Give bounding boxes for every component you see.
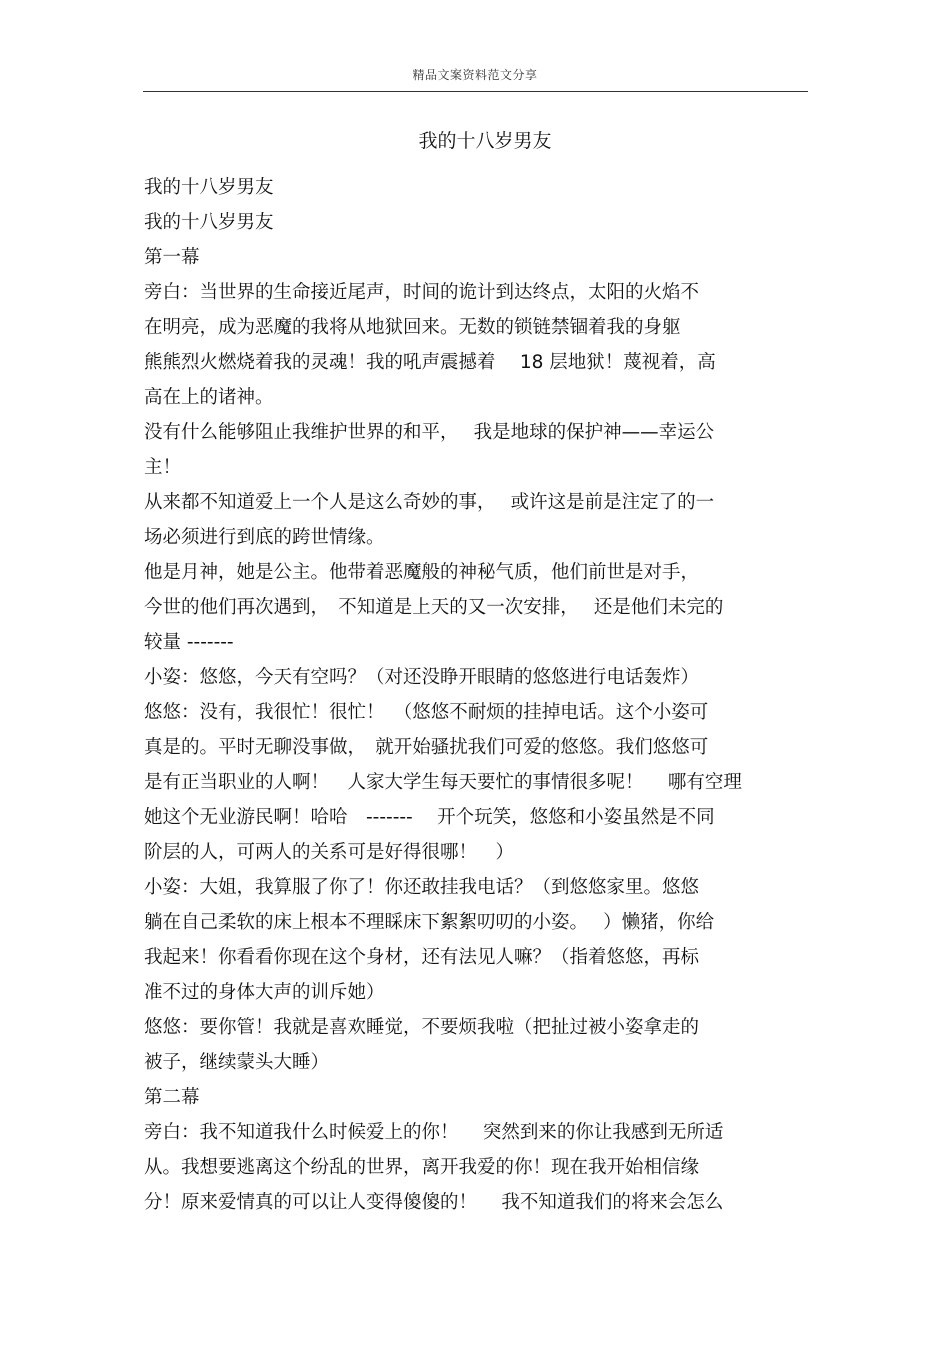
text-line: 我的十八岁男友	[144, 177, 274, 198]
text-line: 没有什么能够阻止我维护世界的和平， 我是地球的保护神——幸运公	[144, 422, 715, 443]
text-line: 旁白：当世界的生命接近尾声，时间的诡计到达终点，太阳的火焰不	[144, 282, 700, 303]
text-line: 悠悠：要你管！我就是喜欢睡觉，不要烦我啦（把扯过被小姿拿走的	[144, 1017, 700, 1038]
text-line: 悠悠：没有，我很忙！很忙！ （悠悠不耐烦的挂掉电话。这个小姿可	[144, 702, 709, 723]
text-line: 小姿：大姐，我算服了你了！你还敢挂我电话？（到悠悠家里。悠悠	[144, 877, 700, 898]
text-line: 我的十八岁男友	[144, 212, 274, 233]
text-line: 较量 -------	[144, 632, 234, 653]
text-line: 是有正当职业的人啊！ 人家大学生每天要忙的事情很多呢！ 哪有空理	[144, 772, 742, 793]
document-body	[144, 170, 814, 1220]
header-divider	[143, 91, 808, 92]
text-line: 他是月神，她是公主。他带着恶魔般的神秘气质，他们前世是对手，	[144, 562, 700, 583]
document-title: 我的十八岁男友	[418, 130, 552, 152]
text-line: 小姿：悠悠，今天有空吗？（对还没睁开眼睛的悠悠进行电话轰炸）	[144, 667, 700, 688]
page-header-text: 精品文案资料范文分享	[412, 68, 538, 82]
text-line: 准不过的身体大声的训斥她）	[144, 982, 385, 1003]
text-line: 被子，继续蒙头大睡）	[144, 1052, 330, 1073]
text-line: 从来都不知道爱上一个人是这么奇妙的事， 或许这是前是注定了的一	[144, 492, 715, 513]
text-line: 我起来！你看看你现在这个身材，还有法见人嘛？（指着悠悠，再标	[144, 947, 700, 968]
text-line: 今世的他们再次遇到， 不知道是上天的又一次安排， 还是他们未完的	[144, 597, 724, 618]
text-line: 她这个无业游民啊！哈哈 ------- 开个玩笑，悠悠和小姿虽然是不同	[144, 807, 715, 828]
text-line: 主！	[144, 457, 182, 478]
text-line: 从。我想要逃离这个纷乱的世界，离开我爱的你！现在我开始相信缘	[144, 1157, 700, 1178]
text-line: 阶层的人，可两人的关系可是好得很哪！ ）	[144, 842, 515, 863]
text-line: 第一幕	[144, 247, 200, 268]
text-line: 真是的。平时无聊没事做， 就开始骚扰我们可爱的悠悠。我们悠悠可	[144, 737, 709, 758]
text-line: 在明亮，成为恶魔的我将从地狱回来。无数的锁链禁锢着我的身躯	[144, 317, 681, 338]
text-line: 躺在自己柔软的床上根本不理睬床下絮絮叨叨的小姿。 ）懒猪，你给	[144, 912, 715, 933]
text-line: 第二幕	[144, 1087, 200, 1108]
text-line: 旁白：我不知道我什么时候爱上的你！ 突然到来的你让我感到无所适	[144, 1122, 724, 1143]
text-line: 熊熊烈火燃烧着我的灵魂！我的吼声震撼着 18 层地狱！蔑视着，高	[144, 352, 716, 373]
text-line: 分！原来爱情真的可以让人变得傻傻的！ 我不知道我们的将来会怎么	[144, 1192, 724, 1213]
text-line: 高在上的诸神。	[144, 387, 274, 408]
text-line: 场必须进行到底的跨世情缘。	[144, 527, 385, 548]
